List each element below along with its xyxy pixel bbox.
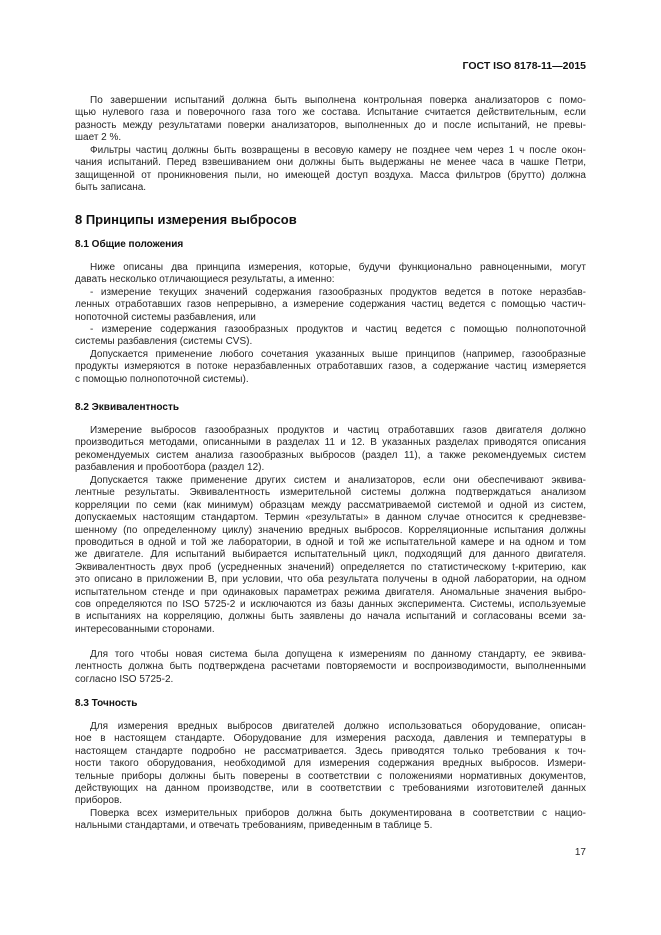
text-line: Для измерения вредных выбросов двигателей должно использоваться оборудование, описан- (90, 721, 586, 732)
paragraph (75, 649, 586, 686)
text-line: Для того чтобы новая система была допущена к измерениям по данному стандарту, ее эквива- (90, 649, 586, 660)
text-line: рекомендуемых систем анализа газообразных выбросов (раздел 11), а также рекомендуемых систем (75, 449, 586, 461)
page-number: 17 (574, 847, 586, 858)
text-line: лентность должна быть подтверждена расчетами повторяемости и воспроизводимости, выполненными (75, 661, 586, 673)
text-line: разбавления и пробоотбора (раздел 12). (75, 462, 265, 474)
text-line: допускаемых настоящим стандартом. Термин «результаты» в данном случае относится к средневзве- (75, 512, 586, 524)
text-line: Допускается применение любого сочетания указанных выше принципов (например, газообразные (90, 348, 586, 360)
paragraph (75, 145, 586, 195)
subsection-heading: 8.2 Эквивалентность (75, 402, 180, 413)
text-line: По завершении испытаний должна быть выполнена контрольная поверка анализаторов с помо- (90, 95, 586, 106)
text-line: проводиться в одной и той же лаборатории, в одной и той же испытательной камере и на одном и том (75, 536, 586, 548)
subsection-heading: 8.1 Общие положения (75, 239, 184, 250)
text-line: Ниже описаны два принципа измерения, которые, будучи функционально равноценными, могут (90, 262, 586, 273)
text-line: это описано в приложении В, при условии, что оба результата получены в одной лаборатории, на одном (75, 574, 586, 586)
text-line: быть записана. (75, 182, 147, 194)
section-heading: 8 Принципы измерения выбросов (75, 212, 297, 227)
text-line: Поверка всех измерительных приборов должна быть документирована в соответствии с нацио- (90, 808, 586, 819)
paragraph (75, 808, 586, 833)
document-header: ГОСТ ISO 8178-11—2015 (462, 60, 586, 72)
text-line: разность между результатами поверки анализаторов, выполненных до и после испытаний, не превы- (75, 119, 586, 131)
paragraph (75, 349, 586, 386)
text-line: корреляции по семи (как минимум) образцам между рассматриваемой системой и одной из систем, (75, 499, 586, 511)
text-line: - измерение текущих значений содержания газообразных продуктов ведется в потоке неразбав- (90, 286, 586, 298)
text-line: чания испытаний. Перед взвешиванием они должны быть выдержаны не менее часа в чашке Петри, (75, 157, 586, 169)
text-line: защищенной от проникновения пыли, но имеющей доступ воздуха. Масса фильтров (брутто) должна (75, 169, 586, 181)
text-line: лентные результаты. Эквивалентность измерительной системы должна подтверждаться анализом (75, 487, 586, 499)
text-line: - измерение содержания газообразных продуктов и частиц ведется с помощью полнопоточной (90, 324, 586, 335)
paragraph (75, 721, 586, 808)
text-line: приборов. (75, 795, 123, 807)
subsection-heading: 8.3 Точность (75, 698, 138, 709)
text-line: системы разбавления (системы CVS). (75, 336, 253, 348)
text-line: Фильтры частиц должны быть возвращены в весовую камеру не позднее чем через 1 ч после окон- (90, 145, 586, 156)
text-line: нопоточной системы разбавления, или (75, 311, 256, 323)
text-line: производиться методами, описанными в разделах 11 и 12. В указанных разделах приводятся описания (75, 437, 586, 449)
text-line: шенному (по определенному циклу) значению вредных выбросов. Корреляционные испытания должны (75, 524, 586, 536)
text-line: ленных отработавших газов непрерывно, а измерение содержания частиц ведется с помощью частич- (75, 299, 586, 311)
text-line: давать несколько отличающиеся результаты, а именно: (75, 274, 335, 286)
list-item (75, 287, 586, 324)
text-line: щью нулевого газа и поверочного газа того же состава. Испытание считается действительным, если (75, 107, 586, 119)
text-line: интересованными сторонами. (75, 623, 215, 635)
text-line: нальными стандартами, и отвечать требованиям, приведенным в таблице 5. (75, 820, 433, 832)
text-line: ное в настоящем стандарте. Оборудование для измерения расхода, давления и температуры в (75, 733, 586, 745)
text-line: же двигателе. Для испытаний выбирается испытательный цикл, подходящий для данного двигателя. (75, 549, 586, 561)
text-line: шает 2 %. (75, 132, 122, 144)
text-line: Измерение выбросов газообразных продуктов и частиц отработавших газов двигателя должно (90, 425, 586, 436)
text-line: согласно ISO 5725-2. (75, 673, 174, 685)
text-line: Эквивалентность двух проб (усредненных значений) определяется по статистическому t-критерию, как (75, 561, 586, 573)
text-line: настоящем стандарте подробно не рассматривается. Здесь приводятся только требования к точ- (75, 745, 586, 757)
list-item (75, 324, 586, 349)
paragraph (75, 95, 586, 145)
text-line: Допускается также применение других систем и анализаторов, если они обеспечивают эквива- (90, 475, 586, 486)
text-line: испытательном стенде и при одинаковых параметрах режима двигателя. Аномальные значения выбро- (75, 586, 586, 598)
text-line: с помощью полнопоточной системы). (75, 373, 249, 385)
paragraph (75, 262, 586, 287)
text-line: продукты измеряются в потоке неразбавленных отработавших газов, а содержание частиц измеряется (75, 361, 586, 373)
paragraph (75, 475, 586, 636)
text-line: действующих на данном производстве, или в соответствии с требованиями изготовителей данных (75, 782, 586, 794)
text-line: сов определяются по ISO 5725-2 и исключаются из базы данных эксперимента. Системы, используемые (75, 598, 586, 610)
text-line: ности такого оборудования, необходимой для измерения содержания вредных выбросов. Измери- (75, 758, 586, 770)
text-line: тельные приборы должны быть поверены в соответствии с положениями нормативных документов, (75, 770, 586, 782)
paragraph (75, 425, 586, 475)
text-line: в испытаниях на корреляцию, должны быть заявлены до начала испытаний и согласованы всеми за- (75, 611, 586, 623)
